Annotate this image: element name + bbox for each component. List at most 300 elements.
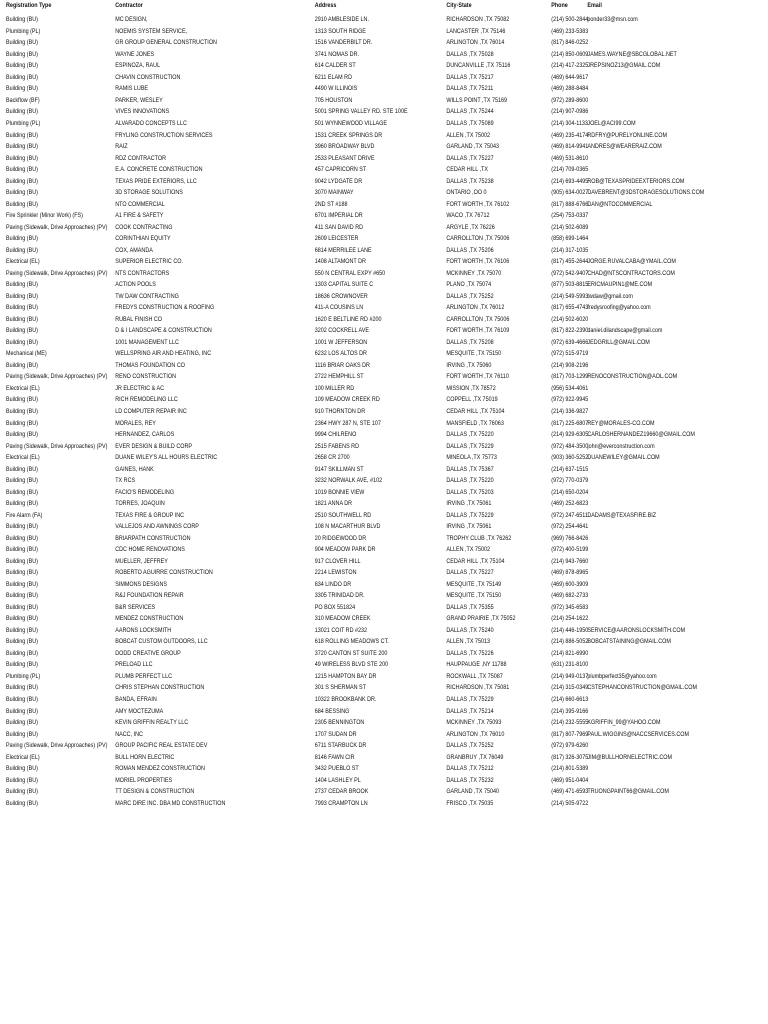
table-row (0, 625, 686, 636)
contractor-cell: PLUMB PERFECT LLC (115, 672, 173, 680)
address-cell: 9042 LYDGATE DR (314, 177, 363, 185)
contractor-cell: MORALES, REY (115, 419, 156, 427)
table-row (0, 694, 660, 705)
phone-cell: (469) 878-8965 (551, 569, 589, 577)
registration-type-cell: Building (BU) (6, 695, 38, 703)
address-cell: 917 CLOVER HILL (314, 557, 361, 565)
table-row (0, 567, 660, 578)
phone-cell: (214) 395-9166 (551, 707, 589, 715)
email-cell: REY@MORALES-CO.COM (587, 419, 655, 427)
table-row (0, 636, 671, 647)
phone-cell: (214) 254-1622 (551, 615, 589, 623)
registration-type-cell: Paving (Sidewalk, Drive Approaches) (PV) (6, 742, 108, 750)
city-state-cell: ALLEN ,TX 75013 (446, 638, 490, 646)
phone-cell: (214) 886-5052 (551, 638, 589, 646)
contractor-cell: ACTION POOLS (115, 281, 156, 289)
registration-type-cell: Building (BU) (6, 477, 38, 485)
table-row (0, 153, 660, 164)
city-state-cell: CEDAR HILL ,TX 75104 (446, 557, 505, 565)
registration-type-cell: Building (BU) (6, 603, 38, 611)
phone-cell: (969) 766-8426 (551, 534, 589, 542)
address-cell: 7993 CRAMPTON LN (314, 799, 368, 807)
registration-type-cell: Building (BU) (6, 765, 38, 773)
address-cell: 618 ROLLING MEADOWS CT. (314, 638, 389, 646)
email-cell: ANDRES@WEARERAIZ.COM (587, 143, 662, 151)
contractor-cell: TEXAS PRIDE EXTERIORS, LLC (115, 177, 197, 185)
city-state-cell: PLANO ,TX 75074 (446, 281, 492, 289)
address-cell: 1019 BONNIE VIEW (314, 488, 365, 496)
table-row (0, 83, 660, 94)
phone-cell: (214) 943-7660 (551, 557, 589, 565)
email-cell: ROB@TEXASPRIDEEXTERIORS.COM (587, 177, 685, 185)
registration-type-cell: Building (BU) (6, 85, 38, 93)
contractor-cell: MARC DIRE INC. DBA MD CONSTRUCTION (115, 799, 226, 807)
contractor-cell: THOMAS FOUNDATION CO (115, 361, 185, 369)
phone-cell: (469) 235-4174 (551, 131, 589, 139)
table-row (0, 245, 660, 256)
city-state-cell: HAUPPAUGE ,NY 11788 (446, 661, 507, 669)
email-cell: JEDGRILL@GMAIL.COM (587, 338, 650, 346)
email-cell: TRUONGPAINT66@GMAIL.COM (587, 788, 669, 796)
city-state-cell: DALLAS ,TX 75229 (446, 695, 494, 703)
address-cell: 411 SAN DAVID RD (314, 223, 364, 231)
table-row (0, 95, 660, 106)
registration-type-cell: Building (BU) (6, 50, 38, 58)
address-cell: 109 MEADOW CREEK RD (314, 396, 380, 404)
registration-type-cell: Building (BU) (6, 108, 38, 116)
city-state-cell: LANCASTER ,TX 75146 (446, 27, 506, 35)
registration-type-cell: Mechanical (ME) (6, 350, 47, 358)
city-state-cell: ARLINGTON ,TX 76012 (446, 304, 505, 312)
email-cell: DUANEWILEY@GMAIL.COM (587, 454, 660, 462)
address-cell: 1001 W JEFFERSON (314, 338, 368, 346)
table-row (0, 418, 660, 429)
registration-type-cell: Building (BU) (6, 638, 38, 646)
city-state-cell: DALLAS ,TX 75244 (446, 108, 494, 116)
address-cell: 834 LINDO DR (314, 580, 352, 588)
address-cell: 457 CAPRICORN ST (314, 166, 367, 174)
email-cell: JORGE.RUVALCABA@YMAIL.COM (587, 258, 676, 266)
registration-type-cell: Paving (Sidewalk, Drive Approaches) (PV) (6, 373, 108, 381)
table-row (0, 775, 660, 786)
registration-type-cell: Building (BU) (6, 235, 38, 243)
registration-type-cell: Building (BU) (6, 131, 38, 139)
city-state-cell: ALLEN ,TX 75002 (446, 131, 490, 139)
email-cell: CHAD@NTSCONTRACTORS.COM (587, 269, 675, 277)
city-state-cell: WILLS POINT ,TX 75169 (446, 96, 508, 104)
phone-cell: (972) 254-4641 (551, 523, 589, 531)
address-cell: 100 MILLER RD (314, 384, 355, 392)
table-row (0, 130, 668, 141)
contractor-cell: AMY MOCTEZUMA (115, 707, 164, 715)
contractor-cell: EVER DESIGN & BUILD CORP (115, 442, 192, 450)
email-cell: DAN@NTOCOMMERCIAL (587, 200, 653, 208)
phone-cell: (972) 770-0379 (551, 477, 589, 485)
address-cell: 20 RIDGEWOOD DR (314, 534, 367, 542)
phone-cell: (214) 502-6020 (551, 315, 589, 323)
address-cell: 3202 COCKRELL AVE (314, 327, 369, 335)
contractor-cell: TW DAW CONTRACTING (115, 292, 179, 300)
contractor-cell: VIVES INNOVATIONS (115, 108, 170, 116)
address-cell: 4490 W ILLINOIS (314, 85, 358, 93)
registration-type-cell: Building (BU) (6, 361, 38, 369)
registration-type-cell: Building (BU) (6, 661, 38, 669)
address-cell: 550 N CENTRAL EXPY #650 (314, 269, 386, 277)
phone-cell: (214) 907-0986 (551, 108, 589, 116)
contractor-cell: CHAVIN CONSTRUCTION (115, 73, 181, 81)
address-cell: 1303 CAPITAL SUITE C (314, 281, 374, 289)
phone-cell: (972) 345-6583 (551, 603, 589, 611)
address-cell: 6701 IMPERIAL DR (314, 212, 363, 220)
email-cell: RDFRY@PURELYONLINE.COM (587, 131, 668, 139)
phone-cell: (972) 979-6260 (551, 742, 589, 750)
phone-cell: (214) 505-9722 (551, 799, 589, 807)
contractor-cell: BULL HORN ELECTRIC (115, 753, 175, 761)
contractor-cell: ROBERTO AGUIRRE CONSTRUCTION (115, 569, 213, 577)
table-row (0, 60, 660, 71)
contractor-cell: CHRIS STEPHAN CONSTRUCTION (115, 684, 205, 692)
table-row (0, 729, 689, 740)
phone-cell: (469) 682-2733 (551, 592, 589, 600)
phone-cell: (469) 252-6823 (551, 500, 589, 508)
phone-cell: (214) 304-1133 (551, 119, 588, 127)
registration-type-cell: Fire Alarm (FA) (6, 511, 43, 519)
table-row (0, 682, 697, 693)
city-state-cell: FORT WORTH ,TX 76109 (446, 327, 510, 335)
phone-cell: (817) 807-7969 (551, 730, 589, 738)
address-cell: 2214 LEWISTON (314, 569, 357, 577)
registration-type-cell: Building (BU) (6, 488, 38, 496)
header-email: Email (587, 2, 602, 9)
city-state-cell: DALLAS ,TX 75252 (446, 742, 494, 750)
address-cell: 3232 NORWALK AVE, #102 (314, 477, 383, 485)
contractor-cell: RUBAL FINISH CO (115, 315, 162, 323)
phone-cell: (817) 225-6807 (551, 419, 589, 427)
city-state-cell: ARLINGTON ,TX 76014 (446, 39, 505, 47)
city-state-cell: IRVING ,TX 75061 (446, 500, 492, 508)
registration-type-cell: Building (BU) (6, 419, 38, 427)
registration-type-cell: Paving (Sidewalk, Drive Approaches) (PV) (6, 442, 108, 450)
table-row (0, 187, 705, 198)
table-row (0, 464, 660, 475)
address-cell: 18636 CROWNOVER (314, 292, 368, 300)
registration-type-cell: Building (BU) (6, 626, 38, 634)
address-cell: 904 MEADOW PARK DR (314, 546, 376, 554)
address-cell: 614 CALDER ST (314, 62, 356, 70)
city-state-cell: DALLAS ,TX 75226 (446, 649, 494, 657)
contractor-cell: NOEMIS SYSTEM SERVICE, (115, 27, 188, 35)
registration-type-cell: Building (BU) (6, 776, 38, 784)
address-cell: 49 WIRELESS BLVD STE 200 (314, 661, 389, 669)
address-cell: 1707 SUDAN DR (314, 730, 357, 738)
phone-cell: (817) 655-4743 (551, 304, 589, 312)
contractor-cell: RENO CONSTRUCTION (115, 373, 177, 381)
registration-type-cell: Electrical (EL) (6, 258, 40, 266)
registration-type-cell: Building (BU) (6, 799, 38, 807)
address-cell: 2910 AMBLESIDE LN. (314, 16, 369, 24)
email-cell: DAVEBRENT@3DSTORAGESOLUTIONS.COM (587, 189, 705, 197)
address-cell: 6711 STARBUCK DR (314, 742, 367, 750)
phone-cell: (956) 534-4061 (551, 384, 589, 392)
registration-type-cell: Building (BU) (6, 39, 38, 47)
registration-type-cell: Plumbing (PL) (6, 119, 41, 127)
contractor-cell: MC DESIGN, (115, 16, 148, 24)
city-state-cell: CARROLLTON ,TX 75006 (446, 315, 510, 323)
table-row (0, 659, 660, 670)
contractor-cell: B&R SERVICES (115, 603, 156, 611)
city-state-cell: DALLAS ,TX 75203 (446, 488, 494, 496)
address-cell: 9994 CHILRENO (314, 431, 357, 439)
table-row (0, 337, 660, 348)
contractor-cell: ESPINOZA, RAUL (115, 62, 161, 70)
table-row (0, 394, 660, 405)
address-cell: 1408 ALTAMONT DR (314, 258, 366, 266)
registration-type-cell: Building (BU) (6, 62, 38, 70)
phone-cell: (214) 549-5993 (551, 292, 589, 300)
table-row (0, 579, 660, 590)
email-cell: BOBCATSTAINING@GMAIL.COM (587, 638, 671, 646)
registration-type-cell: Building (BU) (6, 177, 38, 185)
city-state-cell: DALLAS ,TX 75211 (446, 85, 494, 93)
address-cell: 2533 PLEASANT DRIVE (314, 154, 375, 162)
contractor-cell: MORIEL PROPERTIES (115, 776, 173, 784)
contractor-cell: ROMAN MENDEZ CONSTRUCTION (115, 765, 205, 773)
city-state-cell: MISSION ,TX 78572 (446, 384, 496, 392)
phone-cell: (972) 922-9945 (551, 396, 589, 404)
email-cell: SERVICE@AARONSLOCKSMITH.COM (587, 626, 686, 634)
address-cell: 6232 LOS ALTOS DR (314, 350, 367, 358)
email-cell: CSTEPHANCONSTRUCTION@GMAIL.COM (587, 684, 697, 692)
contractor-cell: VALLEJOS AND AWNINGS CORP (115, 523, 199, 531)
phone-cell: (469) 600-3909 (551, 580, 589, 588)
registration-type-cell: Building (BU) (6, 407, 38, 415)
registration-type-cell: Building (BU) (6, 281, 38, 289)
address-cell: 3960 BROADWAY BLVD (314, 143, 375, 151)
phone-cell: (469) 814-9941 (551, 143, 589, 151)
address-cell: 411-A COUSINS LN (314, 304, 364, 312)
contractor-cell: NACC, INC (115, 730, 143, 738)
table-row (0, 452, 660, 463)
phone-cell: (905) 634-0027 (551, 189, 589, 197)
email-cell: RENOCONSTRUCTION@AOL.COM (587, 373, 678, 381)
city-state-cell: DALLAS ,TX 75214 (446, 707, 494, 715)
registration-type-cell: Building (BU) (6, 143, 38, 151)
email-cell: JREPSINOZ13@GMAIL.COM (587, 62, 661, 70)
contractor-cell: RDZ CONTRACTOR (115, 154, 166, 162)
city-state-cell: TROPHY CLUB ,TX 76262 (446, 534, 512, 542)
city-state-cell: DALLAS ,TX 75367 (446, 465, 494, 473)
contractor-cell: BOBCAT CUSTOM OUTDOORS, LLC (115, 638, 208, 646)
contractor-cell: TT DESIGN & CONSTRUCTION (115, 788, 195, 796)
phone-cell: (903) 360-5252 (551, 454, 589, 462)
address-cell: 2305 BENNINGTON (314, 719, 365, 727)
address-cell: 2722 HEMPHILL ST (314, 373, 364, 381)
address-cell: 10322 BROOKBANK DR. (314, 695, 377, 703)
table-row (0, 763, 660, 774)
phone-cell: (214) 929-6305 (551, 431, 589, 439)
registration-type-cell: Building (BU) (6, 615, 38, 623)
registration-type-cell: Building (BU) (6, 649, 38, 657)
address-cell: 1215 HAMPTON BAY DR (314, 672, 377, 680)
address-cell: 3741 NOMAS DR. (314, 50, 360, 58)
phone-cell: (631) 231-8100 (551, 661, 589, 669)
table-row (0, 556, 660, 567)
registration-type-cell: Plumbing (PL) (6, 27, 41, 35)
phone-cell: (972) 289-8600 (551, 96, 589, 104)
registration-type-cell: Building (BU) (6, 788, 38, 796)
city-state-cell: ARLINGTON ,TX 76010 (446, 730, 505, 738)
contractor-cell: COOK CONTRACTING (115, 223, 173, 231)
header-registration-type: Registration Type (6, 2, 52, 9)
registration-type-cell: Building (BU) (6, 569, 38, 577)
city-state-cell: DALLAS ,TX 75227 (446, 154, 494, 162)
registration-type-cell: Building (BU) (6, 592, 38, 600)
address-cell: 1531 CREEK SPRINGS DR (314, 131, 383, 139)
registration-type-cell: Building (BU) (6, 396, 38, 404)
contractor-cell: SUPERIOR ELECTRIC CO. (115, 258, 183, 266)
address-cell: 1821 ANNA DR (314, 500, 353, 508)
table-row (0, 613, 660, 624)
table-row (0, 176, 685, 187)
phone-cell: (469) 288-8484 (551, 85, 589, 93)
phone-cell: (214) 660-6613 (551, 695, 589, 703)
email-cell: JIM@BULLHORNELECTRIC.COM (587, 753, 673, 761)
contractor-cell: CDC HOME RENOVATIONS (115, 546, 185, 554)
table-row (0, 798, 660, 809)
table-row (0, 14, 660, 25)
registration-type-cell: Building (BU) (6, 189, 38, 197)
header-contractor: Contractor (115, 2, 143, 9)
table-row (0, 786, 669, 797)
address-cell: 6814 MERRILEE LANE (314, 246, 372, 254)
registration-type-cell: Building (BU) (6, 16, 38, 24)
contractor-cell: R&J FOUNDATION REPAIR (115, 592, 184, 600)
table-row (0, 325, 663, 336)
registration-type-cell: Building (BU) (6, 546, 38, 554)
city-state-cell: COPPELL ,TX 75019 (446, 396, 498, 404)
table-row (0, 406, 660, 417)
address-cell: 910 THORNTON DR (314, 407, 366, 415)
contractor-cell: NTS CONTRACTORS (115, 269, 170, 277)
table-row (0, 222, 660, 233)
phone-cell: (254) 753-0337 (551, 212, 589, 220)
address-cell: 301 S SHERMAN ST (314, 684, 366, 692)
table-row (0, 37, 660, 48)
registration-type-cell: Building (BU) (6, 534, 38, 542)
table-row (0, 590, 660, 601)
registration-type-cell: Building (BU) (6, 465, 38, 473)
city-state-cell: DALLAS ,TX 75238 (446, 177, 494, 185)
phone-cell: (214) 500-2844 (551, 16, 589, 24)
contractor-cell: 1001 MANAGEMENT LLC (115, 338, 179, 346)
table-row (0, 279, 660, 290)
city-state-cell: ARGYLE ,TX 76226 (446, 223, 495, 231)
contractor-cell: GROUP PACIFIC REAL ESTATE DEV (115, 742, 208, 750)
contractor-cell: WELLSPRING AIR AND HEATING, INC (115, 350, 212, 358)
city-state-cell: CARROLLTON ,TX 75006 (446, 235, 510, 243)
phone-cell: (972) 484-3500 (551, 442, 589, 450)
contractor-cell: COX, AMANDA (115, 246, 153, 254)
registration-type-cell: Building (BU) (6, 338, 38, 346)
registration-type-cell: Building (BU) (6, 304, 38, 312)
city-state-cell: RICHARDSON ,TX 75081 (446, 684, 510, 692)
registration-type-cell: Building (BU) (6, 200, 38, 208)
contractor-cell: 3D STORAGE SOLUTIONS (115, 189, 183, 197)
phone-cell: (972) 247-6511 (551, 511, 588, 519)
table-row (0, 740, 660, 751)
table-row (0, 487, 660, 498)
address-cell: 1313 SOUTH RIDGE (314, 27, 366, 35)
phone-cell: (214) 502-6089 (551, 223, 589, 231)
table-row (0, 210, 660, 221)
contractor-cell: FREDYS CONSTRUCTION & ROOFING (115, 304, 215, 312)
phone-cell: (214) 336-9827 (551, 407, 589, 415)
phone-cell: (214) 821-6990 (551, 649, 589, 657)
phone-cell: (214) 315-0349 (551, 684, 589, 692)
email-cell: fredysroofing@yahoo.com (587, 304, 651, 312)
registration-type-cell: Building (BU) (6, 557, 38, 565)
phone-cell: (817) 455-2644 (551, 258, 589, 266)
registration-type-cell: Building (BU) (6, 580, 38, 588)
phone-cell: (214) 650-0204 (551, 488, 589, 496)
registration-type-cell: Building (BU) (6, 730, 38, 738)
table-row (0, 360, 660, 371)
address-cell: 3432 PUEBLO ST (314, 765, 359, 773)
table-row (0, 752, 673, 763)
contractor-cell: RAIZ (115, 143, 128, 151)
phone-cell: (972) 515-9719 (551, 350, 589, 358)
table-row (0, 706, 660, 717)
city-state-cell: FORT WORTH ,TX 76106 (446, 258, 510, 266)
address-cell: 2658 CR 2700 (314, 454, 350, 462)
table-row (0, 256, 676, 267)
table-row (0, 72, 660, 83)
phone-cell: (972) 639-4666 (551, 338, 589, 346)
city-state-cell: ROCKWALL ,TX 75087 (446, 672, 503, 680)
registration-type-cell: Electrical (EL) (6, 454, 40, 462)
address-cell: 108 N MACARTHUR BLVD (314, 523, 381, 531)
registration-type-cell: Building (BU) (6, 327, 38, 335)
email-cell: ERICMAUPIN1@ME.COM (587, 281, 653, 289)
address-cell: 1116 BRIAR OAKS DR (314, 361, 370, 369)
contractor-cell: LD COMPUTER REPAIR INC (115, 407, 187, 415)
table-row (0, 602, 660, 613)
contractor-cell: SIMMONS DESIGNS (115, 580, 168, 588)
contractor-cell: CORINTHIAN EQUITY (115, 235, 171, 243)
city-state-cell: GARLAND ,TX 75040 (446, 788, 500, 796)
address-cell: 501 WYNNEWOOD VILLAGE (314, 119, 387, 127)
table-row (0, 441, 660, 452)
phone-cell: (817) 822-2390 (551, 327, 589, 335)
address-cell: 13021 COIT RD #232 (314, 626, 368, 634)
table-row (0, 118, 660, 129)
contractor-cell: MUELLER, JEFFREY (115, 557, 168, 565)
city-state-cell: ALLEN ,TX 75002 (446, 546, 490, 554)
contractor-cell: TX RCS (115, 477, 136, 485)
city-state-cell: MESQUITE ,TX 75150 (446, 592, 502, 600)
registration-type-cell: Building (BU) (6, 707, 38, 715)
table-row (0, 164, 660, 175)
table-row (0, 648, 660, 659)
city-state-cell: WACO ,TX 76712 (446, 212, 490, 220)
city-state-cell: DALLAS ,TX 75089 (446, 119, 494, 127)
table-row (0, 475, 660, 486)
city-state-cell: DALLAS ,TX 75217 (446, 73, 494, 81)
city-state-cell: DALLAS ,TX 75229 (446, 442, 494, 450)
phone-cell: (469) 471-6593 (551, 788, 589, 796)
table-row (0, 544, 660, 555)
email-cell: KGRIFFIN_99@YAHOO.COM (587, 719, 661, 727)
